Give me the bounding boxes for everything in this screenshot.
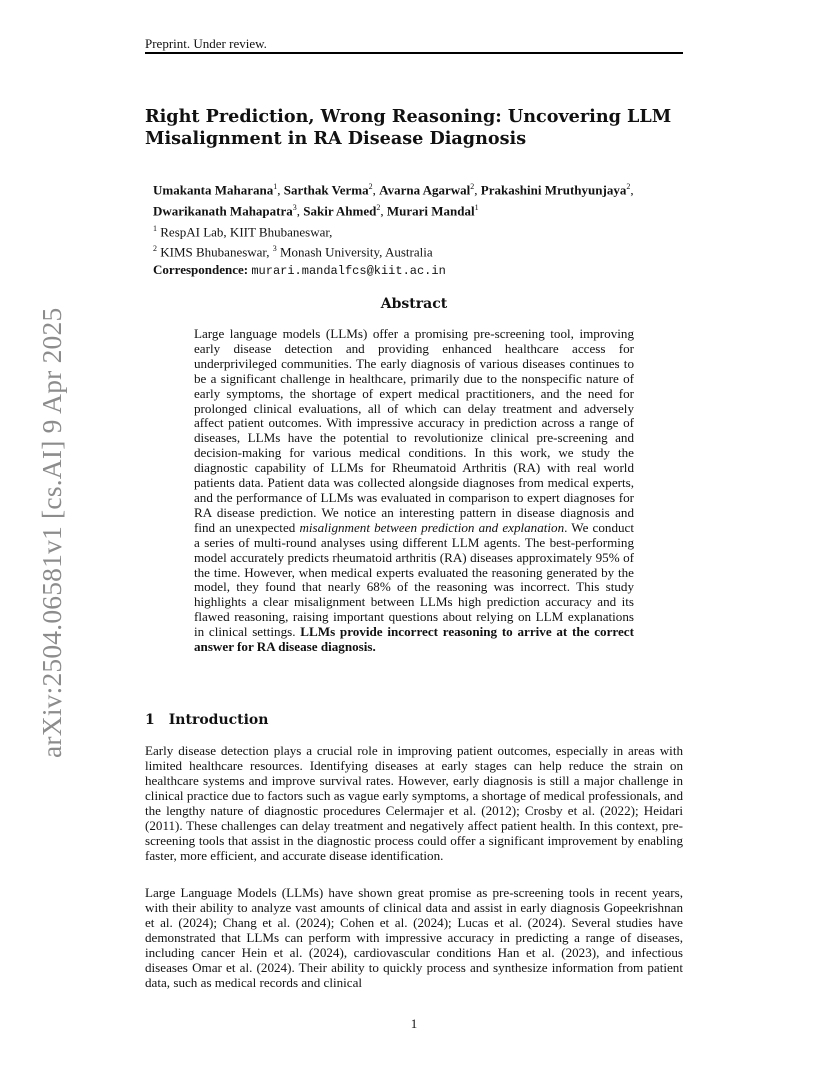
affiliation-text: RespAI Lab, KIIT Bhubaneswar, xyxy=(160,223,333,239)
author-block xyxy=(153,178,673,281)
section-number: 1 xyxy=(145,712,155,728)
correspondence-label: Correspondence: xyxy=(153,262,249,278)
author-name: Avarna Agarwal xyxy=(379,182,471,198)
paragraph: Early disease detection plays a crucial role in improving patient outcomes, especially in areas with limited healthcare resources. Identifying diseases at early stages can help reduce the strain on healthcare systems and improve survival rates. However, early diagnosis is still a major challenge in clinical practice due to factors such as vague early symptoms, a shortage of medical professionals, and the lengthy nature of diagnostic procedures Celermajer et al. (2012); Crosby et al. (2022); Heidari (2011). These challenges can delay treatment and negatively affect patient health. In this context, pre-screening tools that assist in the diagnostic process could offer a significant improvement by enabling faster, more efficient, and accurate disease identification. xyxy=(145,743,683,863)
correspondence-line xyxy=(153,261,673,281)
affiliation-mark: 3 xyxy=(272,244,277,254)
abstract-text: . We conduct a series of multi-round analyses using different LLM agents. The best-performing model accurately predicts rheumatoid arthritis (RA) diseases approximately 95% of the time. However, when medical experts evaluated the reasoning generated by the model, they found that nearly 68% of the reasoning was incorrect. This study highlights a clear misalignment between LLMs high prediction accuracy and its flawed reasoning, raising important questions about relying on LLM explanations in clinical settings. xyxy=(194,519,634,640)
running-header: Preprint. Under review. xyxy=(145,36,267,51)
author-name: Sarthak Verma xyxy=(283,182,369,198)
arxiv-side-stamp: arXiv:2504.06581v1 [cs.AI] 9 Apr 2025 xyxy=(36,307,67,758)
abstract-body xyxy=(194,327,634,655)
affiliation-text: KIMS Bhubaneswar, xyxy=(160,244,270,260)
abstract-italic-text: misalignment between prediction and explanation xyxy=(299,519,565,535)
page-number: 1 xyxy=(410,1016,418,1031)
abstract-text: Large language models (LLMs) offer a promising pre-screening tool, improving early disease detection and providing enhanced healthcare access for underprivileged communities. The early diagnosis of various diseases continues to be a significant challenge in healthcare, primarily due to the nonspecific nature of early symptoms, the shortage of expert medical practitioners, and the need for prolonged clinical evaluations, all of which can delay treatment and adversely affect patient outcomes. With impressive accuracy in prediction across a range of diseases, LLMs have the potential to revolutionize clinical pre-screening and decision-making for various medical conditions. In this work, we study the diagnostic capability of LLMs for Rheumatoid Arthritis (RA) with real world patients data. Patient data was collected alongside diagnoses from medical experts, and the performance of LLMs was evaluated in comparison to expert diagnoses for RA disease prediction. We notice an interesting pattern in disease diagnosis and find an unexpected xyxy=(194,326,634,535)
section-title: Introduction xyxy=(168,712,269,728)
affiliation-mark: 2 xyxy=(153,244,157,254)
header-rule xyxy=(145,52,683,54)
author-line-1: Umakanta Maharana$^1$, Sarthak Verma$^2$, Avarna Agarwal$^2$, Prakashini Mruthyunjaya$^2$, xyxy=(153,182,634,198)
author-affiliation-mark: 2 xyxy=(626,182,631,191)
affiliation-line-2 xyxy=(153,240,673,261)
author-name: Umakanta Maharana xyxy=(153,182,274,198)
abstract-heading: Abstract xyxy=(380,296,448,312)
author-name: Dwarikanath Mahapatra xyxy=(153,203,293,219)
author-affiliation-mark: 2 xyxy=(368,182,373,191)
author-affiliation-mark: 1 xyxy=(474,202,479,212)
correspondence-email[interactable]: murari.mandalfcs@kiit.ac.in xyxy=(251,264,446,279)
affiliation-mark: 1 xyxy=(153,223,157,233)
author-affiliation-mark: 1 xyxy=(273,182,278,191)
author-affiliation-mark: 2 xyxy=(470,182,475,191)
abstract-bold-text: LLMs provide incorrect reasoning to arrive at the correct answer for RA disease diagnosis. xyxy=(194,624,634,655)
affiliation-text: Monash University, Australia xyxy=(280,244,433,260)
paragraph: Large Language Models (LLMs) have shown great promise as pre-screening tools in recent years, with their ability to analyze vast amounts of clinical data and assist in early diagnosis Gopeekrishnan et al. (2024); Chang et al. (2024); Cohen et al. (2024); Lucas et al. (2024). Several studies have demonstrated that LLMs can perform with impressive accuracy in predicting a range of diseases, including cancer Hein et al. (2024), cardiovascular conditions Han et al. (2023), and infectious diseases Omar et al. (2024). Their ability to quickly process and synthesize information from patient data, such as medical records and clinical xyxy=(145,885,683,990)
affiliation-line-1 xyxy=(153,220,673,241)
paper-title: Right Prediction, Wrong Reasoning: Uncovering LLM Misalignment in RA Disease Diagnosis xyxy=(145,106,672,149)
author-line-2: Dwarikanath Mahapatra$^3$, Sakir Ahmed$^2$, Murari Mandal$^1$ xyxy=(153,202,479,219)
author-affiliation-mark: 3 xyxy=(292,202,297,212)
author-name: Murari Mandal xyxy=(386,203,475,219)
author-name: Sakir Ahmed xyxy=(303,203,377,219)
section-heading xyxy=(145,712,268,728)
author-affiliation-mark: 2 xyxy=(376,202,381,212)
author-name: Prakashini Mruthyunjaya xyxy=(480,182,627,198)
